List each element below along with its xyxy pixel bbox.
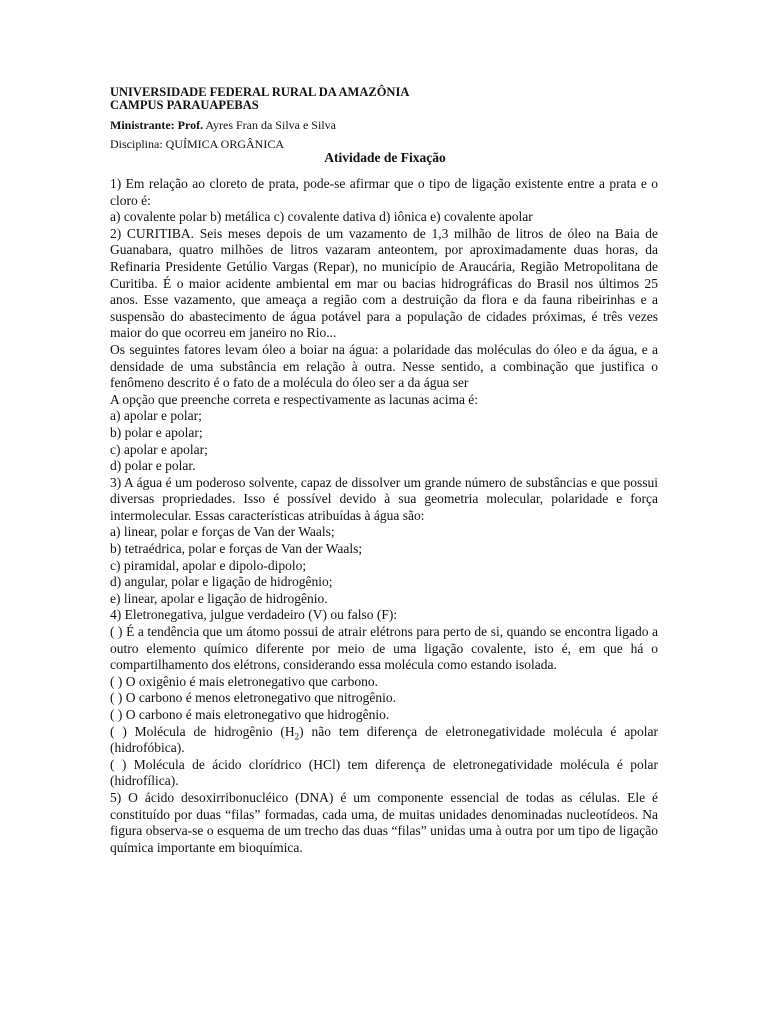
question-3-option-d: d) angular, polar e ligação de hidrogênio; — [110, 574, 333, 590]
question-4-item-5-post: ) não tem diferença de eletronegatividade molécula é apolar (hidrofóbica). — [110, 723, 658, 756]
question-1-statement: 1) Em relação ao cloreto de prata, pode-se afirmar que o tipo de ligação existente entre a prata e o cloro é: — [110, 176, 658, 208]
ministrante-line — [110, 118, 710, 132]
ministrante-label: Ministrante: Prof. — [110, 118, 204, 132]
question-2-context: Os seguintes fatores levam óleo a boiar na água: a polaridade das moléculas do óleo e da água, e a densidade de uma substância em relação à outra. Nesse sentido, a combinação que justifica o fenômeno descrito é o fato de a molécula do óleo ser a da água ser — [110, 341, 658, 391]
question-3-option-c: c) piramidal, apolar e dipolo-dipolo; — [110, 557, 307, 573]
question-2-prompt: A opção que preenche correta e respectivamente as lacunas acima é: — [110, 391, 479, 407]
subscript-2: 2 — [294, 731, 300, 742]
question-4-item-3: ( ) O carbono é menos eletronegativo que nitrogênio. — [110, 690, 397, 706]
question-3-option-a: a) linear, polar e forças de Van der Waals; — [110, 524, 335, 540]
question-5-text: 5) O ácido desoxirribonucléico (DNA) é um componente essencial de todas as células. Ele é constituído por duas “filas” formadas, cada uma, de muitas unidades denominadas nucleotídeos. Na figura observa-se o esquema de um trecho das duas “filas” unidas uma à outra por um tipo de ligação química importante em bioquímica. — [110, 789, 658, 855]
disciplina-line: Disciplina: QUÍMICA ORGÂNICA — [110, 137, 284, 151]
question-2-option-b: b) polar e apolar; — [110, 424, 203, 440]
question-4-item-4: ( ) O carbono é mais eletronegativo que hidrogênio. — [110, 707, 390, 722]
question-2-option-c: c) apolar e apolar; — [110, 441, 208, 457]
ministrante-name: Ayres Fran da Silva e Silva — [203, 118, 336, 132]
question-4-text: 4) Eletronegativa, julgue verdadeiro (V) ou falso (F): — [110, 607, 398, 623]
question-3-option-b: b) tetraédrica, polar e forças de Van der Waals; — [110, 541, 363, 557]
campus-name: CAMPUS PARAUAPEBAS — [110, 98, 259, 112]
question-4-item-1: ( ) É a tendência que um átomo possui de atrair elétrons para perto de si, quando se encontra ligado a outro elemento químico diferente por meio de uma ligação covalente, isto é, em que há o compartilhamento dos elétrons, considerando essa molécula como estando isolada. — [110, 624, 658, 673]
page-title: Atividade de Fixação — [324, 150, 446, 165]
question-2-option-a: a) apolar e polar; — [110, 408, 202, 424]
question-4-item-5 — [110, 724, 658, 757]
university-name: UNIVERSIDADE FEDERAL RURAL DA AMAZÔNIA — [110, 85, 410, 99]
question-2-option-d: d) polar e polar. — [110, 458, 196, 474]
question-list — [110, 176, 658, 856]
question-4-item-6: ( ) Molécula de ácido clorídrico (HCl) tem diferença de eletronegatividade molécula é polar (hidrofílica). — [110, 756, 658, 789]
question-3-text: 3) A água é um poderoso solvente, capaz de dissolver um grande número de substâncias e que possui diversas propriedades. Isso é possível devido à sua geometria molecular, polaridade e força intermolecular. Essas características atribuídas à água são: — [110, 474, 658, 523]
question-4-item-5-pre: ( ) Molécula de hidrogênio (H — [110, 723, 295, 739]
question-3-option-e: e) linear, apolar e ligação de hidrogênio. — [110, 590, 328, 606]
question-2-text: 2) CURITIBA. Seis meses depois de um vazamento de 1,3 milhão de litros de óleo na Baia de Guanabara, quatro milhões de litros vazaram anteontem, por aproximadamente duas horas, da Refinaria Presidente Getúlio Vargas (Repar), no município de Araucária, Região Metropolitana de Curitiba. É o maior acidente ambiental em mar ou bacias hidrográficas do Brasil nos últimos 25 anos. Esse vazamento, que ameaça a região com a destruição da flora e da fauna ribeirinhas e a suspensão do abastecimento de água potável para a população de cidades próximas, é três vezes maior do que ocorreu em janeiro no Rio... — [110, 225, 658, 341]
question-1-options: a) covalente polar b) metálica c) covalente dativa d) iônica e) covalente apolar — [110, 209, 533, 225]
question-4-item-2: ( ) O oxigênio é mais eletronegativo que carbono. — [110, 673, 379, 689]
